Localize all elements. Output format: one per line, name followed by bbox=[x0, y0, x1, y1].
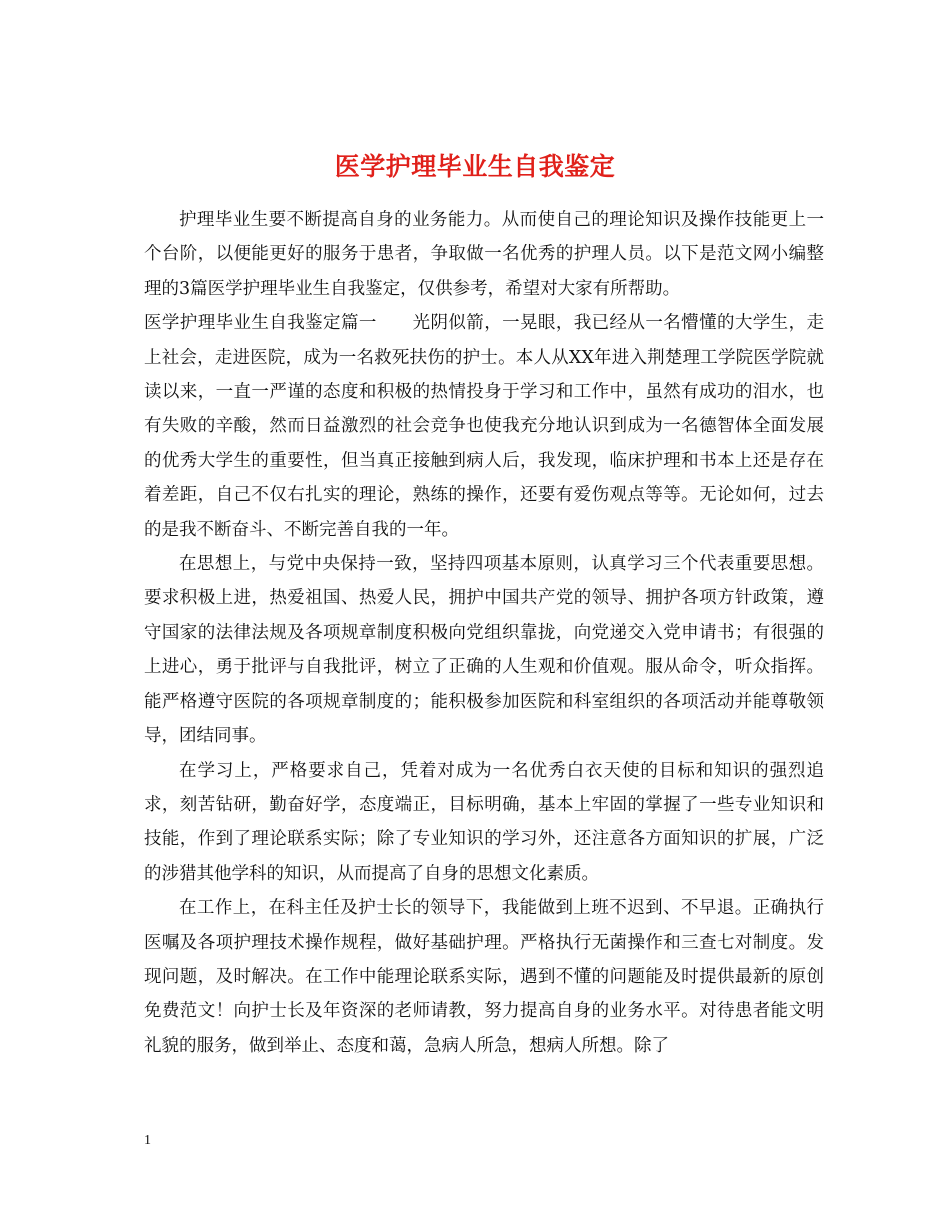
document-body bbox=[144, 203, 824, 1063]
intro-paragraph: 护理毕业生要不断提高自身的业务能力。从而使自己的理论知识及操作技能更上一个台阶，以便能更好的服务于患者，争取做一名优秀的护理人员。以下是范文网小编整理的3篇医学护理毕业生自我鉴定，仅供参考，希望对大家有所帮助。 bbox=[144, 210, 824, 299]
page-number: 1 bbox=[144, 1133, 151, 1148]
essay-one-paragraph: 医学护理毕业生自我鉴定篇一 光阴似箭，一晃眼，我已经从一名懵懂的大学生，走上社会，走进医院，成为一名救死扶伤的护士。本人从XX年进入荆楚理工学院医学院就读以来，一直一严谨的态度和积极的热情投身于学习和工作中，虽然有成功的泪水，也有失败的辛酸，然而日益激烈的社会竞争也使我充分地认识到成为一名德智体全面发展的优秀大学生的重要性，但当真正接触到病人后，我发现，临床护理和书本上还是存在着差距，自己不仅右扎实的理论，熟练的操作，还要有爱伤观点等等。无论如何，过去的是我不断奋斗、不断完善自我的一年。 bbox=[144, 313, 824, 540]
page-title: 医学护理毕业生自我鉴定 bbox=[334, 151, 616, 181]
work-paragraph: 在工作上，在科主任及护士长的领导下，我能做到上班不迟到、不早退。正确执行医嘱及各项护理技术操作规程，做好基础护理。严格执行无菌操作和三查七对制度。发现问题，及时解决。在工作中能理论联系实际，遇到不懂的问题能及时提供最新的原创免费范文！向护士长及年资深的老师请教，努力提高自身的业务水平。对待患者能文明礼貌的服务，做到举止、态度和蔼，急病人所急，想病人所想。除了 bbox=[144, 898, 824, 1056]
study-paragraph: 在学习上，严格要求自己，凭着对成为一名优秀白衣天使的目标和知识的强烈追求，刻苦钻研，勤奋好学，态度端正，目标明确，基本上牢固的掌握了一些专业知识和技能，作到了理论联系实际；除了专业知识的学习外，还注意各方面知识的扩展，广泛的涉猎其他学科的知识，从而提高了自身的思想文化素质。 bbox=[144, 760, 824, 884]
ideology-paragraph: 在思想上，与党中央保持一致，坚持四项基本原则，认真学习三个代表重要思想。要求积极上进，热爱祖国、热爱人民，拥护中国共产党的领导、拥护各项方针政策，遵守国家的法律法规及各项规章制度积极向党组织靠拢，向党递交入党申请书；有很强的上进心，勇于批评与自我批评，树立了正确的人生观和价值观。服从命令，听众指挥。能严格遵守医院的各项规章制度的；能积极参加医院和科室组织的各项活动并能尊敬领导，团结同事。 bbox=[144, 554, 824, 747]
